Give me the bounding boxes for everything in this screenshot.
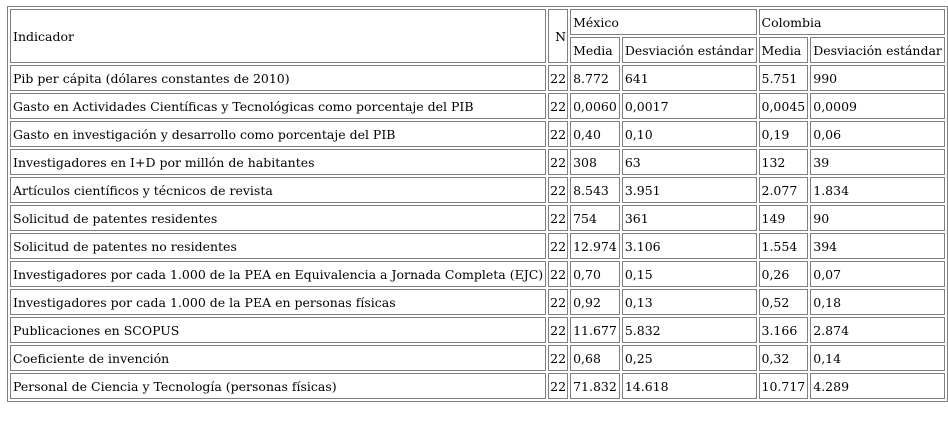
header-indicator: Indicador [10, 9, 546, 63]
cell-colombia-sd: 0,07 [810, 261, 945, 287]
table-row [10, 233, 945, 259]
header-mexico-media: Media [570, 37, 620, 63]
cell-colombia-media: 149 [759, 205, 809, 231]
cell-indicator: Pib per cápita (dólares constantes de 2010) [10, 65, 546, 91]
header-n: N [548, 9, 568, 63]
cell-colombia-media: 0,0045 [759, 93, 809, 119]
cell-mexico-media: 0,92 [570, 289, 620, 315]
cell-n: 22 [548, 121, 568, 147]
cell-indicator: Personal de Ciencia y Tecnología (personas físicas) [10, 373, 546, 399]
cell-mexico-sd: 0,15 [622, 261, 757, 287]
cell-mexico-sd: 5.832 [622, 317, 757, 343]
cell-colombia-media: 2.077 [759, 177, 809, 203]
cell-mexico-media: 0,68 [570, 345, 620, 371]
cell-n: 22 [548, 149, 568, 175]
cell-indicator: Artículos científicos y técnicos de revista [10, 177, 546, 203]
cell-indicator: Publicaciones en SCOPUS [10, 317, 546, 343]
cell-colombia-sd: 0,06 [810, 121, 945, 147]
header-colombia-media: Media [759, 37, 809, 63]
table-row [10, 289, 945, 315]
cell-mexico-sd: 3.951 [622, 177, 757, 203]
cell-indicator: Investigadores por cada 1.000 de la PEA en personas físicas [10, 289, 546, 315]
cell-colombia-sd: 0,0009 [810, 93, 945, 119]
cell-colombia-sd: 0,14 [810, 345, 945, 371]
header-colombia: Colombia [759, 9, 945, 35]
statistics-table [7, 6, 948, 402]
table-row [10, 205, 945, 231]
cell-mexico-sd: 361 [622, 205, 757, 231]
cell-n: 22 [548, 261, 568, 287]
table-row [10, 345, 945, 371]
table-row [10, 177, 945, 203]
cell-mexico-media: 308 [570, 149, 620, 175]
cell-n: 22 [548, 93, 568, 119]
cell-indicator: Solicitud de patentes residentes [10, 205, 546, 231]
cell-mexico-media: 12.974 [570, 233, 620, 259]
table-row [10, 65, 945, 91]
header-mexico-sd: Desviación estándar [622, 37, 757, 63]
cell-n: 22 [548, 317, 568, 343]
cell-mexico-sd: 63 [622, 149, 757, 175]
cell-colombia-sd: 1.834 [810, 177, 945, 203]
cell-colombia-sd: 2.874 [810, 317, 945, 343]
header-row-countries [10, 9, 945, 35]
cell-indicator: Coeficiente de invención [10, 345, 546, 371]
cell-mexico-sd: 641 [622, 65, 757, 91]
cell-mexico-media: 71.832 [570, 373, 620, 399]
cell-colombia-sd: 39 [810, 149, 945, 175]
cell-mexico-media: 11.677 [570, 317, 620, 343]
table-row [10, 93, 945, 119]
table-row [10, 261, 945, 287]
table-row [10, 317, 945, 343]
cell-n: 22 [548, 345, 568, 371]
cell-colombia-media: 10.717 [759, 373, 809, 399]
cell-colombia-sd: 4.289 [810, 373, 945, 399]
cell-colombia-media: 1.554 [759, 233, 809, 259]
cell-n: 22 [548, 373, 568, 399]
cell-mexico-sd: 3.106 [622, 233, 757, 259]
cell-colombia-media: 0,19 [759, 121, 809, 147]
cell-colombia-media: 0,52 [759, 289, 809, 315]
header-mexico: México [570, 9, 756, 35]
cell-colombia-media: 0,26 [759, 261, 809, 287]
cell-colombia-sd: 394 [810, 233, 945, 259]
cell-mexico-media: 0,0060 [570, 93, 620, 119]
table-row [10, 373, 945, 399]
cell-indicator: Investigadores en I+D por millón de habitantes [10, 149, 546, 175]
cell-mexico-media: 0,40 [570, 121, 620, 147]
cell-indicator: Gasto en investigación y desarrollo como porcentaje del PIB [10, 121, 546, 147]
cell-mexico-media: 754 [570, 205, 620, 231]
cell-n: 22 [548, 65, 568, 91]
cell-colombia-media: 132 [759, 149, 809, 175]
cell-mexico-media: 8.772 [570, 65, 620, 91]
cell-n: 22 [548, 177, 568, 203]
cell-colombia-media: 3.166 [759, 317, 809, 343]
cell-indicator: Solicitud de patentes no residentes [10, 233, 546, 259]
table-row [10, 121, 945, 147]
cell-mexico-sd: 14.618 [622, 373, 757, 399]
cell-colombia-sd: 990 [810, 65, 945, 91]
cell-mexico-sd: 0,25 [622, 345, 757, 371]
cell-colombia-media: 0,32 [759, 345, 809, 371]
table-row [10, 149, 945, 175]
cell-colombia-media: 5.751 [759, 65, 809, 91]
cell-indicator: Gasto en Actividades Científicas y Tecnológicas como porcentaje del PIB [10, 93, 546, 119]
cell-n: 22 [548, 233, 568, 259]
cell-mexico-sd: 0,0017 [622, 93, 757, 119]
cell-colombia-sd: 0,18 [810, 289, 945, 315]
cell-mexico-media: 8.543 [570, 177, 620, 203]
cell-n: 22 [548, 289, 568, 315]
cell-n: 22 [548, 205, 568, 231]
table-body [10, 9, 945, 399]
cell-mexico-sd: 0,10 [622, 121, 757, 147]
cell-mexico-media: 0,70 [570, 261, 620, 287]
cell-colombia-sd: 90 [810, 205, 945, 231]
cell-indicator: Investigadores por cada 1.000 de la PEA en Equivalencia a Jornada Completa (EJC) [10, 261, 546, 287]
cell-mexico-sd: 0,13 [622, 289, 757, 315]
header-colombia-sd: Desviación estándar [810, 37, 945, 63]
